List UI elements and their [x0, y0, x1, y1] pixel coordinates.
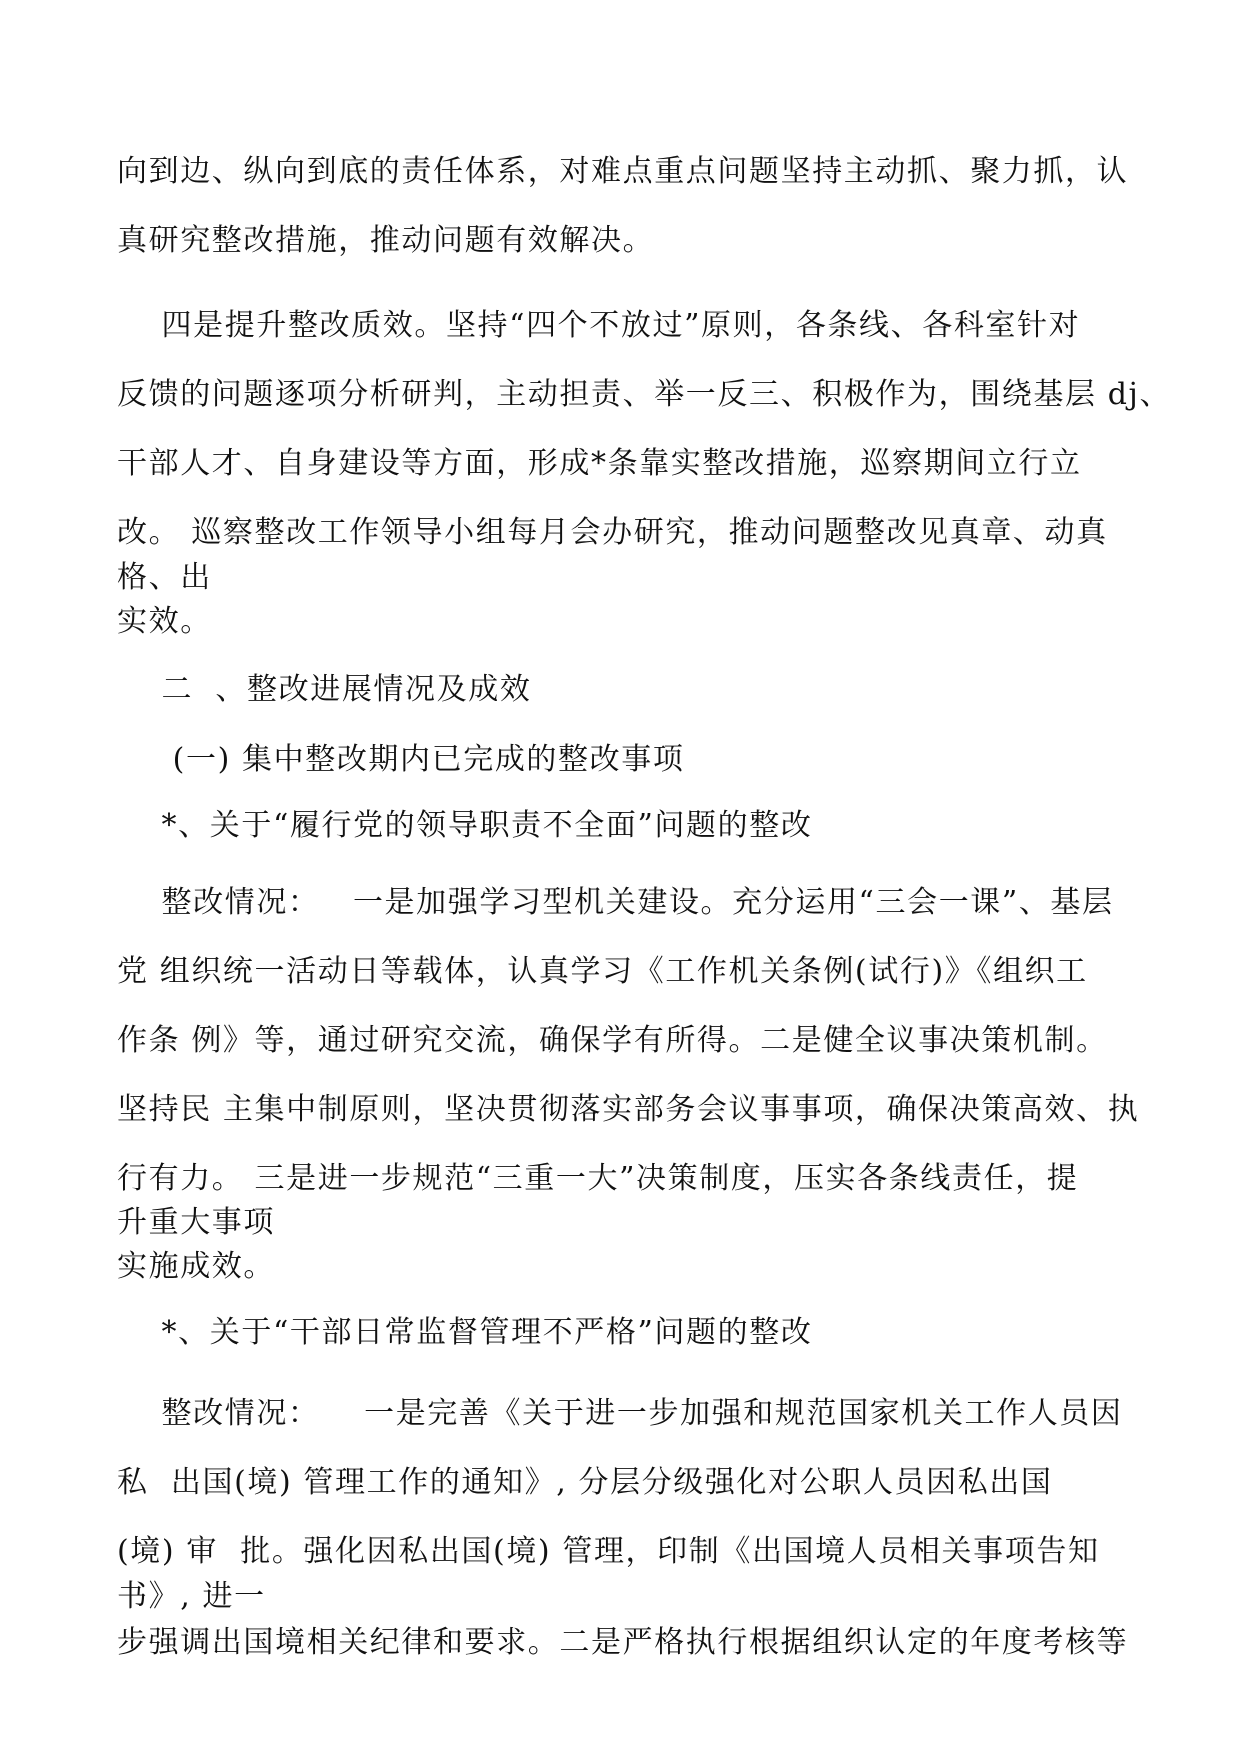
paragraph-line: (境) 审 批。强化因私出国(境) 管理，印制《出国境人员相关事项告知 — [117, 1534, 1100, 1569]
paragraph-line: 步强调出国境相关纪律和要求。二是严格执行根据组织认定的年度考核等 — [117, 1625, 1129, 1660]
paragraph-line: 真研究整改措施，推动问题有效解决。 — [117, 223, 655, 258]
paragraph-line: 格、出 — [117, 560, 212, 595]
paragraph-line: 私 出国(境) 管理工作的通知》, 分层分级强化对公职人员因私出国 — [117, 1465, 1053, 1500]
paragraph-line: 向到边、纵向到底的责任体系，对难点重点问题坚持主动抓、聚力抓，认 — [117, 154, 1129, 189]
paragraph-line: 整改情况： 一是加强学习型机关建设。充分运用“三会一课”、基层 — [117, 885, 1114, 920]
paragraph-line: 实施成效。 — [117, 1249, 275, 1284]
paragraph-line: 整改情况： 一是完善《关于进一步加强和规范国家机关工作人员因 — [117, 1396, 1123, 1431]
paragraph-line: 四是提升整改质效。坚持“四个不放过”原则，各条线、各科室针对 — [117, 308, 1081, 343]
item-heading: *、关于“干部日常监督管理不严格”问题的整改 — [117, 1315, 813, 1350]
paragraph-line: 实效。 — [117, 604, 212, 639]
paragraph-line: 干部人才、自身建设等方面，形成*条靠实整改措施，巡察期间立行立 — [117, 446, 1082, 481]
paragraph-line: 升重大事项 — [117, 1205, 275, 1240]
paragraph-line: 行有力。 三是进一步规范“三重一大”决策制度，压实各条线责任，提 — [117, 1161, 1079, 1196]
paragraph-line: 反馈的问题逐项分析研判，主动担责、举一反三、积极作为，围绕基层 dj、 — [117, 377, 1172, 412]
section-heading: 二 、整改进展情况及成效 — [117, 672, 532, 707]
paragraph-line: 坚持民 主集中制原则，坚决贯彻落实部务会议事事项，确保决策高效、执 — [117, 1092, 1140, 1127]
paragraph-line: 作条 例》等，通过研究交流，确保学有所得。二是健全议事决策机制。 — [117, 1023, 1108, 1058]
subsection-heading: (一) 集中整改期内已完成的整改事项 — [117, 742, 685, 777]
paragraph-line: 改。 巡察整改工作领导小组每月会办研究，推动问题整改见真章、动真 — [117, 515, 1108, 550]
item-heading: *、关于“履行党的领导职责不全面”问题的整改 — [117, 808, 813, 843]
paragraph-line: 党 组织统一活动日等载体，认真学习《工作机关条例(试行)》《组织工 — [117, 954, 1088, 989]
paragraph-line: 书》, 进一 — [117, 1579, 266, 1614]
